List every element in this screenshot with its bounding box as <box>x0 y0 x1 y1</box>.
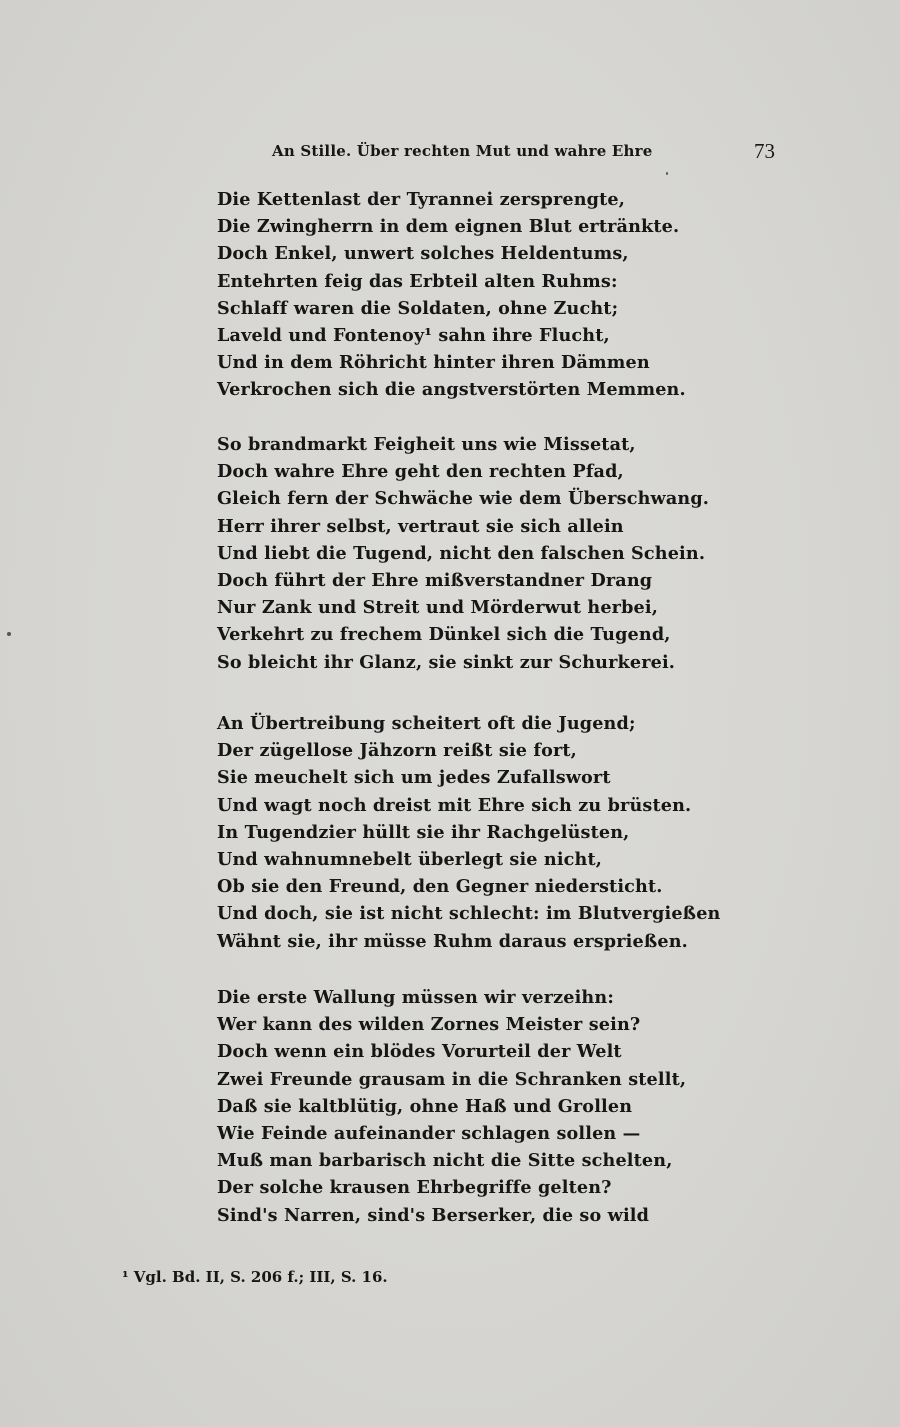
verse-line: In Tugendzier hüllt sie ihr Rachgelüsten, <box>217 821 630 843</box>
verse-line: Und wahnumnebelt überlegt sie nicht, <box>217 848 603 870</box>
verse-line: Doch wenn ein blödes Vorurteil der Welt <box>217 1041 622 1063</box>
verse-line: Gleich fern der Schwäche wie dem Überschwang. <box>217 488 710 510</box>
verse-line: Herr ihrer selbst, vertraut sie sich allein <box>217 515 624 537</box>
verse-line: Sind's Narren, sind's Berserker, die so wild <box>217 1204 650 1226</box>
verse-line: Die Kettenlast der Tyrannei zersprengte, <box>217 189 626 210</box>
stanza-4 <box>217 984 837 1229</box>
verse-line: Doch Enkel, unwert solches Heldentums, <box>217 243 629 265</box>
verse-line: Wähnt sie, ihr müsse Ruhm daraus ersprießen. <box>217 930 688 952</box>
verse-line: Der solche krausen Ehrbegriffe gelten? <box>217 1177 612 1199</box>
stanza-1 <box>217 186 837 404</box>
verse-line: Und doch, sie ist nicht schlecht: im Blutvergießen <box>217 903 721 925</box>
verse-line: Und liebt die Tugend, nicht den falschen Schein. <box>217 542 706 564</box>
verse-line: Daß sie kaltblütig, ohne Haß und Grollen <box>217 1095 633 1117</box>
verse-line: Doch wahre Ehre geht den rechten Pfad, <box>217 461 624 483</box>
verse-line: Wie Feinde aufeinander schlagen sollen — <box>217 1122 641 1144</box>
verse-line: Nur Zank und Streit und Mörderwut herbei, <box>217 597 659 619</box>
footnote: ¹ Vgl. Bd. II, S. 206 f.; III, S. 16. <box>122 1268 388 1286</box>
verse-line: Entehrten feig das Erbteil alten Ruhms: <box>217 270 618 292</box>
verse-line: Ob sie den Freund, den Gegner niedersticht. <box>217 876 663 898</box>
stanza-2 <box>217 431 837 676</box>
print-speck <box>666 172 668 175</box>
verse-line: Muß man barbarisch nicht die Sitte schelten, <box>217 1150 673 1172</box>
verse-line: So bleicht ihr Glanz, sie sinkt zur Schurkerei. <box>217 651 676 673</box>
verse-line: Und wagt noch dreist mit Ehre sich zu brüsten. <box>217 794 692 816</box>
stanza-3 <box>217 710 837 955</box>
verse-line: Laveld und Fontenoy¹ sahn ihre Flucht, <box>217 324 610 346</box>
verse-line: Zwei Freunde grausam in die Schranken stellt, <box>217 1068 687 1090</box>
verse-line: Die Zwingherrn in dem eignen Blut ertränkte. <box>217 216 680 238</box>
verse-line: An Übertreibung scheitert oft die Jugend; <box>217 713 636 734</box>
verse-line: Doch führt der Ehre mißverstandner Drang <box>217 569 653 591</box>
verse-line: Und in dem Röhricht hinter ihren Dämmen <box>217 352 650 374</box>
verse-line: So brandmarkt Feigheit uns wie Missetat, <box>217 434 636 455</box>
verse-line: Die erste Wallung müssen wir verzeihn: <box>217 987 614 1008</box>
page-header <box>0 140 900 170</box>
running-title: An Stille. Über rechten Mut und wahre Ehre <box>272 142 653 160</box>
verse-line: Verkehrt zu frechem Dünkel sich die Tugend, <box>217 624 671 646</box>
verse-line: Verkrochen sich die angstverstörten Memmen. <box>217 379 686 401</box>
verse-line: Der zügellose Jähzorn reißt sie fort, <box>217 740 577 762</box>
verse-line: Wer kann des wilden Zornes Meister sein? <box>217 1014 641 1036</box>
verse-line: Sie meuchelt sich um jedes Zufallswort <box>217 767 611 789</box>
page-number: 73 <box>754 139 775 163</box>
print-speck <box>7 632 11 636</box>
verse-line: Schlaff waren die Soldaten, ohne Zucht; <box>217 297 619 319</box>
